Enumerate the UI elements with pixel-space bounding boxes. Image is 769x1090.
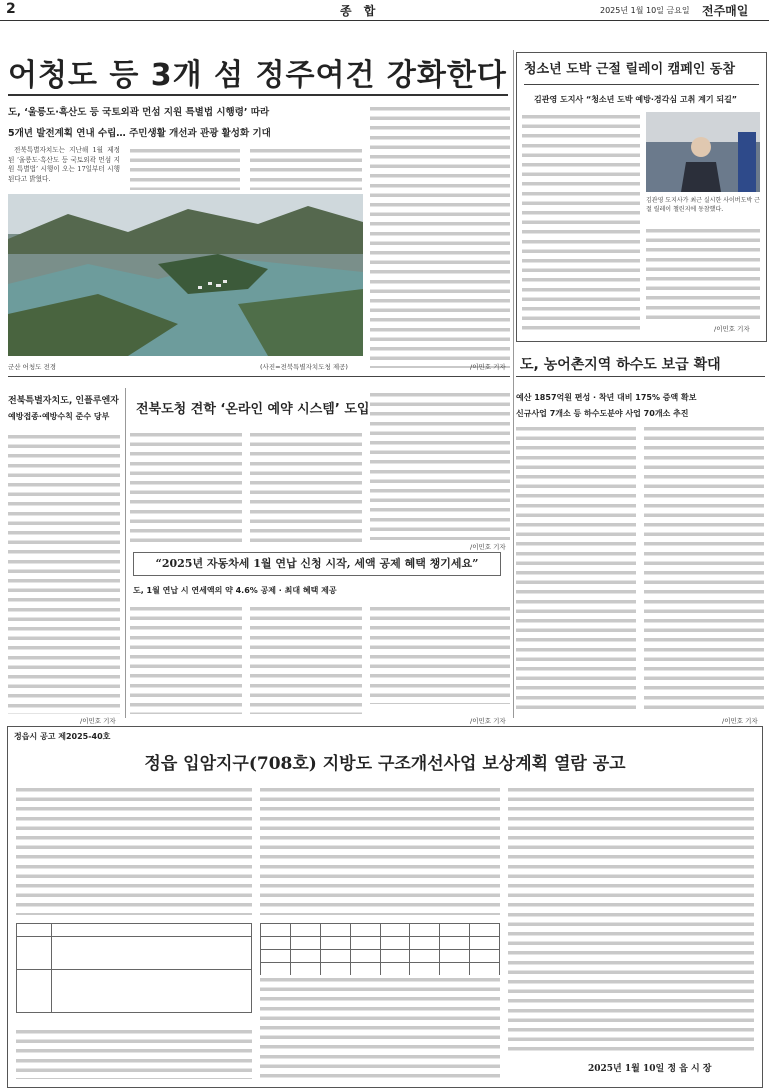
governor-photo xyxy=(646,112,760,192)
tour-story-col3-text xyxy=(370,390,510,540)
side-story-photo-caption: 김관영 도지사가 최근 실시한 사이버도박 근절 릴레이 챌린지에 동참했다. xyxy=(646,197,760,213)
island-landscape-image xyxy=(8,194,363,356)
side-story-headline: 청소년 도박 근절 릴레이 캠페인 동참 xyxy=(524,62,735,77)
tour-story-col2-text xyxy=(250,430,362,542)
side-story-rule xyxy=(524,84,759,85)
notice-owner-table xyxy=(260,923,500,976)
top-story-headline: 어청도 등 3개 섬 정주여건 강화한다 xyxy=(8,58,507,93)
tax-story-col1-text xyxy=(130,604,242,714)
sewer-story-byline: /이민호 기자 xyxy=(722,717,758,725)
section-name: 종 합 xyxy=(340,4,380,18)
notice-headline: 정읍 입암지구(708호) 지방도 구조개선사업 보상계획 열람 공고 xyxy=(144,754,626,774)
paper-name: 전주매일 xyxy=(702,4,749,18)
sewer-story-subhead-1: 예산 1857억원 편성 · 착년 대비 175% 증액 확보 xyxy=(516,393,697,402)
island-photo xyxy=(8,194,363,356)
notice-signoff: 2025년 1월 10일 정 읍 시 장 xyxy=(588,1064,712,1074)
column-divider xyxy=(125,388,126,718)
side-story-col1-text xyxy=(522,112,640,334)
notice-col1-text xyxy=(16,785,252,915)
notice-col3-text xyxy=(508,785,754,1055)
flu-story-byline: /이민호 기자 xyxy=(80,717,116,725)
page-number: 2 xyxy=(6,1,16,17)
sewer-story-col2-text xyxy=(644,424,764,714)
side-story-col2-text xyxy=(646,226,760,322)
mid-rule xyxy=(8,376,510,377)
tax-story-subhead: 도, 1월 연납 시 연세액의 약 4.6% 공제 · 최대 혜택 제공 xyxy=(133,586,337,595)
top-story-lead xyxy=(8,146,120,184)
sewer-story-subhead-2: 신규사업 7개소 등 하수도분야 사업 70개소 추진 xyxy=(516,409,689,418)
tax-story-col2-text xyxy=(250,604,362,714)
top-story-col4-spacer xyxy=(440,104,510,366)
top-story-subhead-1: 도, ‘울릉도·흑산도 등 국토외곽 먼섬 지원 특별법 시행령’ 따라 xyxy=(8,107,270,118)
top-story-subhead-2: 5개년 발전계획 연내 수립… 주민생활 개선과 관광 활성화 기대 xyxy=(8,128,271,139)
flu-story-text xyxy=(8,432,120,714)
top-story-col2-text xyxy=(130,146,240,190)
side-story-subhead: 김관영 도지사 “청소년 도박 예방·경각심 고취 계기 되길” xyxy=(534,95,738,104)
photo-caption-right: (사진=전북특별자치도청 제공) xyxy=(260,363,348,371)
sewer-story-headline: 도, 농어촌지역 하수도 보급 확대 xyxy=(520,357,721,373)
top-story-lead-text: 전북특별자치도는 지난해 1월 제정된 ‘울릉도·흑산도 등 국토외곽 먼섬 지원 특별법’ 시행이 오는 17일부터 시행된다고 밝혔다. xyxy=(8,146,120,183)
flu-story-headline: 전북특별자치도, 인플루엔자 xyxy=(8,396,119,406)
column-divider xyxy=(513,50,514,718)
notice-col2-text xyxy=(260,785,500,915)
top-story-col3-text xyxy=(250,146,362,190)
tax-story-col3-text xyxy=(370,604,510,704)
tax-story-headline: “2025년 자동차세 1월 연납 신청 시작, 세액 공제 혜택 챙기세요” xyxy=(133,552,501,576)
top-story-byline: /이민호 기자 xyxy=(470,363,506,371)
side-story-byline: /이민호 기자 xyxy=(714,325,750,333)
page-header xyxy=(0,0,769,21)
public-notice xyxy=(7,726,763,1088)
flu-story-subhead: 예방접종·예방수칙 준수 당부 xyxy=(8,412,110,421)
sewer-story-rule xyxy=(516,376,765,377)
headline-rule xyxy=(8,94,508,96)
notice-lot-table xyxy=(16,923,252,1013)
tour-story-headline: 전북도청 견학 ‘온라인 예약 시스템’ 도입 xyxy=(136,402,370,417)
governor-image xyxy=(646,112,760,192)
tour-story-col1-text xyxy=(130,430,242,542)
photo-caption-left: 군산 어청도 전경 xyxy=(8,363,57,371)
issue-date: 2025년 1월 10일 금요일 xyxy=(600,6,690,15)
notice-col2b-text xyxy=(260,975,500,1079)
tax-story-byline: /이민호 기자 xyxy=(470,717,506,725)
tour-story-byline: /이민호 기자 xyxy=(470,543,506,551)
notice-label: 정읍시 공고 제2025-40호 xyxy=(14,732,111,741)
notice-col1b-text xyxy=(16,1027,252,1079)
sewer-story-col1-text xyxy=(516,424,636,714)
